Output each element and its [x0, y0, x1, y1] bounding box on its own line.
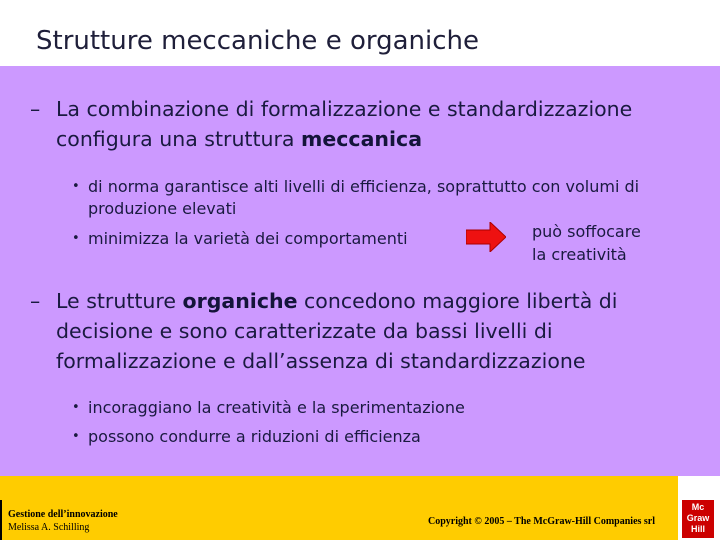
sub-bullet-1-1 [72, 176, 682, 220]
sub-bullet-1-2 [72, 228, 408, 250]
side-note-line-2: la creatività [532, 245, 627, 264]
logo-line-1: Mc [691, 502, 705, 512]
side-note-line-1: può soffocare [532, 222, 641, 241]
footer-author-box [0, 500, 140, 540]
copyright-text: Copyright © 2005 – The McGraw-Hill Companies srl [428, 516, 656, 527]
bullet-icon: • [72, 429, 80, 444]
sub-bullet-text: minimizza la varietà dei comportamenti [88, 229, 408, 248]
logo-line-2: Graw [686, 513, 710, 523]
bullet-icon: • [72, 231, 80, 246]
side-note [532, 220, 641, 266]
course-title: Gestione dell’innovazione [8, 509, 118, 520]
sub-bullet-2-2 [72, 426, 421, 448]
logo-line-3: Hill [690, 524, 705, 534]
bullet-icon: • [72, 400, 80, 415]
right-arrow-icon [466, 222, 506, 252]
main-point-2-bold: organiche [182, 289, 298, 313]
main-point-2-text-before: Le strutture [56, 289, 183, 313]
title-bar [0, 0, 720, 66]
slide-title: Strutture meccaniche e organiche [36, 26, 480, 56]
publisher-logo [682, 500, 714, 538]
main-point-1-bold: meccanica [301, 127, 423, 151]
sub-bullet-2-1 [72, 397, 465, 419]
main-point-2-text-after: concedono maggiore libertà di decisione e sono caratterizzate da bassi livelli di formalizzazione e dall’assenza di standardizzazione [56, 289, 618, 373]
dash-marker: – [30, 289, 41, 313]
sub-bullet-text: possono condurre a riduzioni di efficienza [88, 427, 421, 446]
main-point-2 [30, 286, 670, 376]
main-point-1-text: La combinazione di formalizzazione e standardizzazione configura una struttura [56, 97, 633, 151]
main-point-1 [30, 94, 690, 154]
author-name: Melissa A. Schilling [8, 522, 90, 533]
sub-bullet-text: di norma garantisce alti livelli di efficienza, soprattutto con volumi di produzione elevati [88, 177, 640, 218]
sub-bullet-text: incoraggiano la creatività e la sperimentazione [88, 398, 465, 417]
dash-marker: – [30, 97, 41, 121]
bullet-icon: • [72, 179, 80, 194]
